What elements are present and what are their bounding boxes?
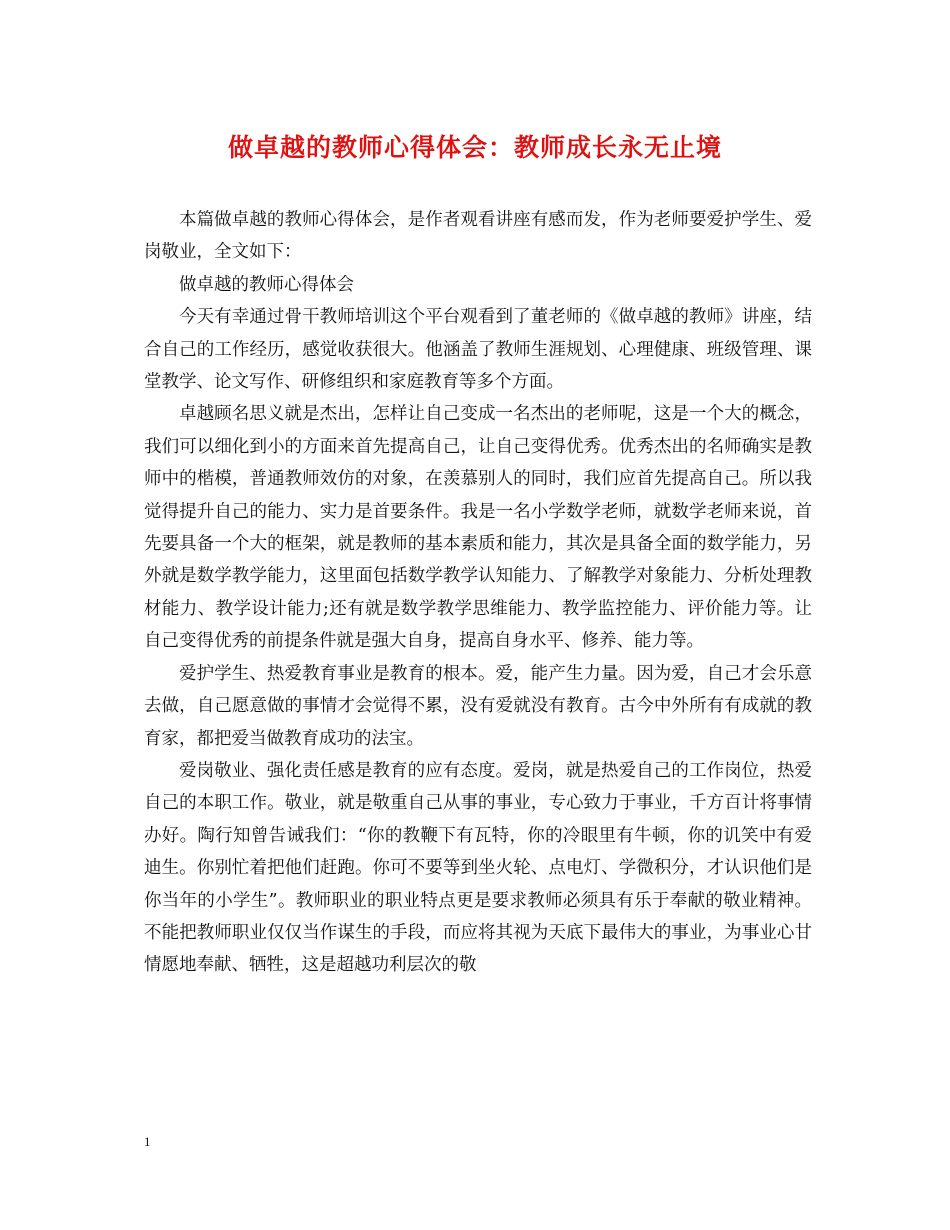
document-body (144, 204, 812, 982)
paragraph-love-students: 爱护学生、热爱教育事业是教育的根本。爱，能产生力量。因为爱，自己才会乐意去做，自己愿意做的事情才会觉得不累，没有爱就没有教育。古今中外所有有成就的教育家，都把爱当做教育成功的法宝。 (144, 663, 812, 749)
paragraph-excellence: 卓越顾名思义就是杰出，怎样让自己变成一名杰出的老师呢，这是一个大的概念，我们可以细化到小的方面来首先提高自己，让自己变得优秀。优秀杰出的名师确实是教师中的楷模，普通教师效仿的对象，在羡慕别人的同时，我们应首先提高自己。所以我觉得提升自己的能力、实力是首要条件。我是一名小学数学老师，就数学老师来说，首先要具备一个大的框架，就是教师的基本素质和能力，其次是具备全面的数学能力，另外就是数学教学能力，这里面包括数学教学认知能力、了解教学对象能力、分析处理教材能力、教学设计能力;还有就是数学教学思维能力、教学监控能力、评价能力等。让自己变得优秀的前提条件就是强大自身，提高自身水平、修养、能力等。 (144, 404, 812, 652)
document-title: 做卓越的教师心得体会：教师成长永无止境 (227, 133, 722, 162)
paragraph-dedication: 爱岗敬业、强化责任感是教育的应有态度。爱岗，就是热爱自己的工作岗位，热爱自己的本职工作。敬业，就是敬重自己从事的事业，专心致力于事业，千方百计将事情办好。陶行知曾告诫我们：“你的教鞭下有瓦特，你的冷眼里有牛顿，你的讥笑中有爱迪生。你别忙着把他们赶跑。你可不要等到坐火轮、点电灯、学微积分，才认识他们是你当年的小学生”。教师职业的职业特点更是要求教师必须具有乐于奉献的敬业精神。不能把教师职业仅仅当作谋生的手段，而应将其视为天底下最伟大的事业，为事业心甘情愿地奉献、牺牲，这是超越功利层次的敬 (144, 760, 812, 976)
paragraph-subheading: 做卓越的教师心得体会 (179, 274, 354, 295)
page-number: 1 (144, 1134, 151, 1149)
paragraph-intro: 本篇做卓越的教师心得体会，是作者观看讲座有感而发，作为老师要爱护学生、爱岗敬业，全文如下： (144, 210, 812, 263)
paragraph-lecture: 今天有幸通过骨干教师培训这个平台观看到了董老师的《做卓越的教师》讲座，结合自己的工作经历，感觉收获很大。他涵盖了教师生涯规划、心理健康、班级管理、课堂教学、论文写作、研修组织和家庭教育等多个方面。 (144, 307, 812, 393)
